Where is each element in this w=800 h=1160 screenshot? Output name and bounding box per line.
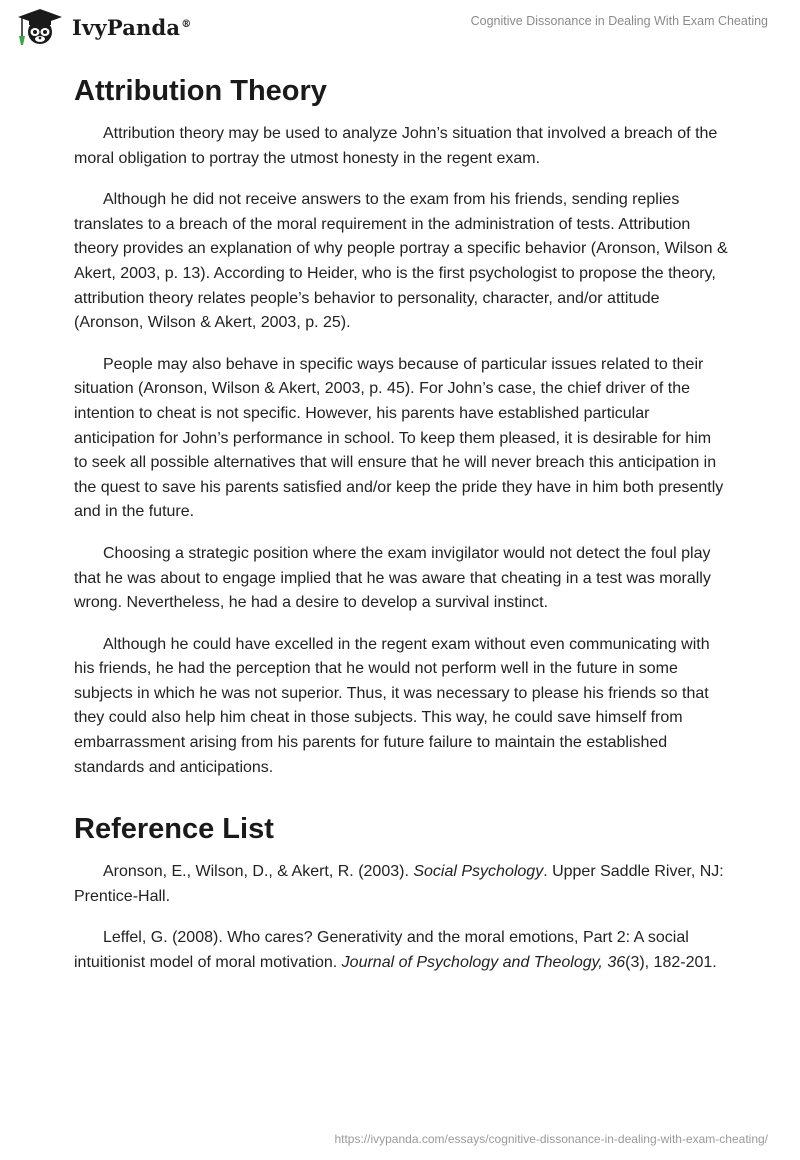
- footer-source-url[interactable]: https://ivypanda.com/essays/cognitive-dissonance-in-dealing-with-exam-cheating/: [334, 1132, 768, 1146]
- paragraph: Choosing a strategic position where the exam invigilator would not detect the foul play that he was about to engage implied that he was aware that cheating in a test was morally wrong. Nevertheless, he had a desire to develop a survival instinct.: [74, 544, 711, 612]
- reference-item: Leffel, G. (2008). Who cares? Generativity and the moral emotions, Part 2: A social intuitionist model of moral motivation. Journal of Psychology and Theology, 36(3), 182-201.: [74, 929, 717, 972]
- paragraph: People may also behave in specific ways because of particular issues related to their situation (Aronson, Wilson & Akert, 2003, p. 45). For John’s case, the chief driver of the intention to cheat is not specific. However, his parents have established particular anticipation for John’s performance in school. To keep them pleased, it is desirable for him to seek all possible alternatives that will ensure that he will never breach this anticipation in the quest to save his parents satisfied and/or keep the pride they have in him both presently and in the future.: [74, 355, 724, 521]
- section-heading-attribution: Attribution Theory: [74, 75, 327, 107]
- reference-item: Aronson, E., Wilson, D., & Akert, R. (2003). Social Psychology. Upper Saddle River, NJ: Prentice-Hall.: [74, 863, 724, 905]
- logo-text: IvyPanda®: [72, 14, 192, 40]
- paragraph: Although he could have excelled in the regent exam without even communicating with his friends, he had the perception that he would not perform well in the future in some subjects in which he was not superior. Thus, it was necessary to please his friends so that they could also help him cheat in those subjects. This way, he could save himself from embarrassment arising from his parents for future failure to maintain the established standards and anticipations.: [74, 635, 710, 776]
- article-body: [74, 70, 728, 993]
- header-document-title: Cognitive Dissonance in Dealing With Exam Cheating: [470, 14, 768, 28]
- panda-graduate-icon: [14, 7, 66, 47]
- logo[interactable]: [14, 7, 191, 47]
- page-header: [0, 0, 800, 60]
- paragraph: Although he did not receive answers to the exam from his friends, sending replies translates to a breach of the moral requirement in the administration of tests. Attribution theory provides an explanation of why people portray a specific behavior (Aronson, Wilson & Akert, 2003, p. 13). According to Heider, who is the first psychologist to propose the theory, attribution theory relates people’s behavior to personality, character, and/or attitude (Aronson, Wilson & Akert, 2003, p. 25).: [74, 191, 728, 332]
- section-heading-references: Reference List: [74, 813, 274, 846]
- paragraph: Attribution theory may be used to analyze John’s situation that involved a breach of the moral obligation to portray the utmost honesty in the regent exam.: [74, 125, 718, 167]
